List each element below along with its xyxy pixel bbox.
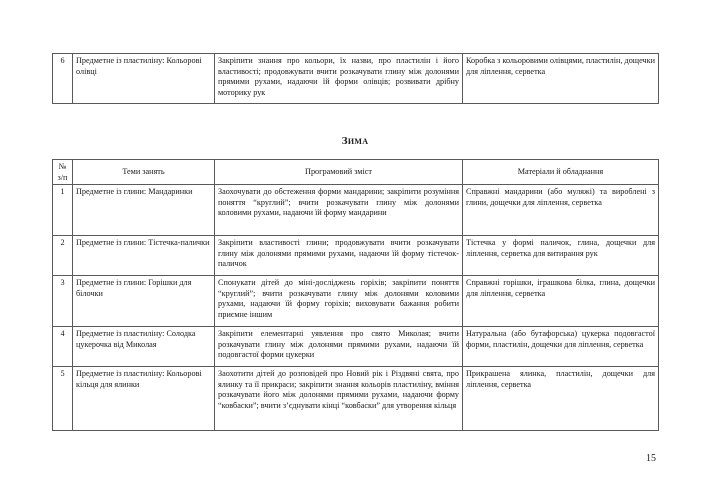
materials: Тістечка у формі паличок, глина, дощечки для ліплення, серветка для витирання рук — [463, 236, 659, 276]
materials: Натуральна (або бутафорська) цукерка подовгастої форми, пластилін, дощечки для ліплення, серветка — [463, 327, 659, 367]
header-topic: Теми занять — [73, 160, 215, 185]
table-header-row — [53, 160, 659, 185]
lesson-topic: Предметне із пластиліну: Кольорові олівці — [73, 54, 215, 104]
row-number: 6 — [53, 54, 73, 104]
program-content: Закріпити знання про кольори, їх назви, про пластилін і його властивості; продовжувати вчити розкачувати глину між долонями прямими рухами, надаючи їй форми олівців; розвивати дрібну моторику рук — [215, 54, 463, 104]
header-content: Програмовий зміст — [215, 160, 463, 185]
header-num: № з/п — [53, 160, 73, 185]
top-table — [52, 53, 659, 104]
row-number: 3 — [53, 276, 73, 327]
program-content: Спонукати дітей до міні-досліджень горіхів; закріпити поняття “круглий”; вчити розкачувати глину між долонями коловими рухами, надаючи їй форму горіхів; виховувати бажання робити приємне іншим — [215, 276, 463, 327]
table-row — [53, 327, 659, 367]
table-row — [53, 367, 659, 431]
materials: Справжні горішки, іграшкова білка, глина, дощечки для ліплення, серветка — [463, 276, 659, 327]
row-number: 4 — [53, 327, 73, 367]
program-content: Закріпити властивості глини; продовжувати вчити розкачувати глину між долонями прямими рухами, надаючи їй форму тістечок-паличок — [215, 236, 463, 276]
row-number: 2 — [53, 236, 73, 276]
lesson-topic: Предметне із глини: Горішки для білочки — [73, 276, 215, 327]
row-number: 1 — [53, 185, 73, 236]
lesson-topic: Предметне із пластиліну: Солодка цукерочка від Миколая — [73, 327, 215, 367]
lesson-topic: Предметне із глини: Тістечка-палички — [73, 236, 215, 276]
materials: Справжні мандарини (або муляжі) та вироблені з глини, дощечки для ліплення, серветка — [463, 185, 659, 236]
materials: Коробка з кольоровими олівцями, пластилін, дощечки для ліплення, серветка — [463, 54, 659, 104]
program-content: Заохочувати до обстеження форми мандарини; закріпити розуміння поняття “круглий”; вчити розкачувати глину між долонями коловими рухами, надаючи їй форму мандарини — [215, 185, 463, 236]
table-row — [53, 236, 659, 276]
lessons-table — [52, 159, 659, 431]
row-number: 5 — [53, 367, 73, 431]
section-title: Зима — [341, 135, 369, 147]
program-content: Заохотити дітей до розповідей про Новий рік і Різдвяні свята, про ялинку та її прикраси; закріпити знання кольорів пластиліну, вміння розкачувати його між долонями прямими рухами, надаючи форму “ковбаски”; вчити з’єднувати кінці “ковбаски” для утворення кільця — [215, 367, 463, 431]
table-row — [53, 54, 659, 104]
page-number: 15 — [646, 453, 656, 464]
lesson-topic: Предметне із пластиліну: Кольорові кільця для ялинки — [73, 367, 215, 431]
table-row — [53, 276, 659, 327]
program-content: Закріпити елементарні уявлення про свято Миколая; вчити розкачувати глину між долонями прямими рухами, надаючи їй подовгастої форми цукерки — [215, 327, 463, 367]
materials: Прикрашена ялинка, пластилін, дощечки для ліплення, серветка — [463, 367, 659, 431]
lesson-topic: Предметне із глини: Мандаринки — [73, 185, 215, 236]
header-materials: Матеріали й обладнання — [463, 160, 659, 185]
table-row — [53, 185, 659, 236]
